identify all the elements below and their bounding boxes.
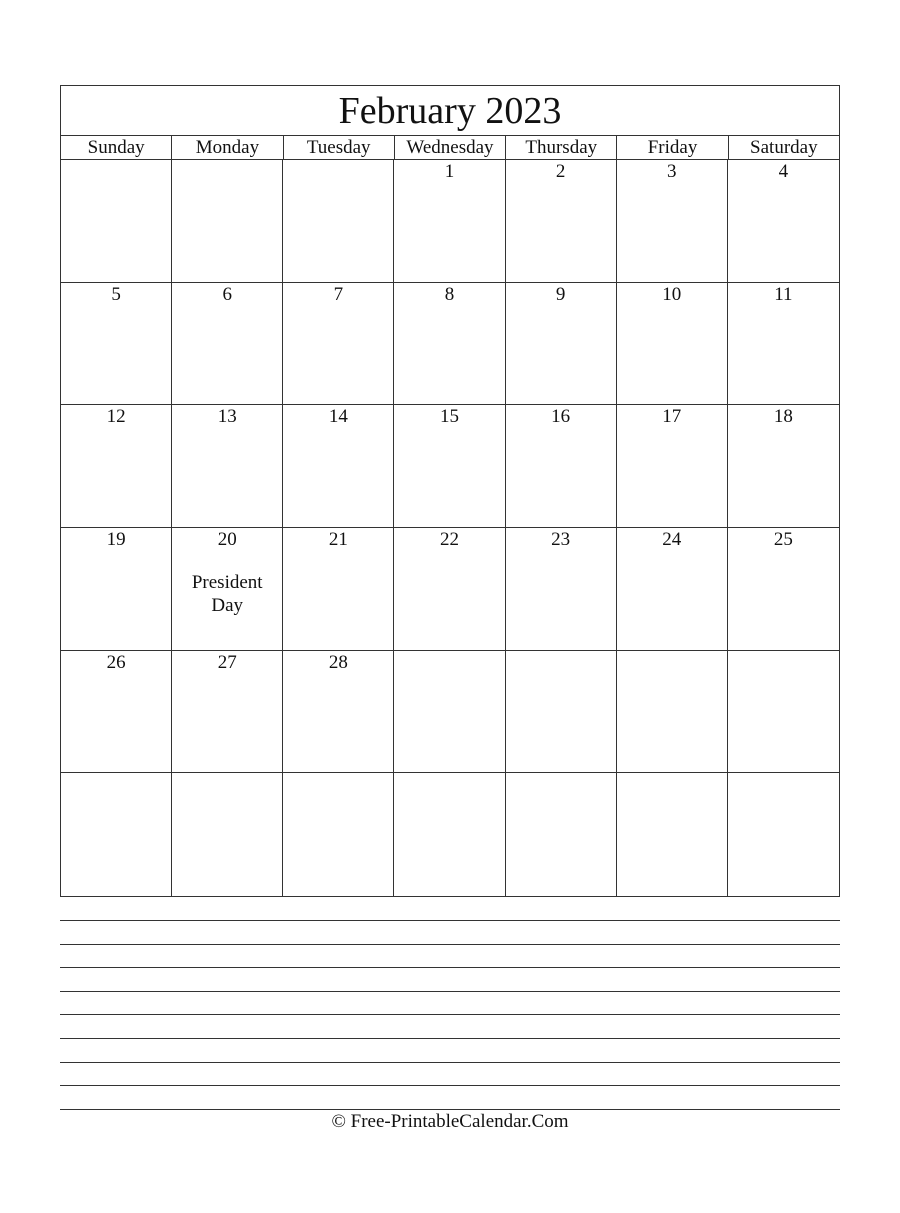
- day-cell: [728, 160, 839, 283]
- day-cell: [172, 405, 283, 528]
- day-cell: [617, 160, 728, 283]
- day-number: 23: [551, 528, 571, 550]
- day-cell: [728, 651, 839, 774]
- footer-copyright: © Free-PrintableCalendar.Com: [331, 1111, 569, 1132]
- holiday-label: [172, 571, 282, 617]
- day-cell: [61, 528, 172, 651]
- day-cell: [394, 283, 505, 406]
- day-number: 24: [662, 528, 682, 550]
- day-cell: [283, 773, 394, 896]
- day-number: 1: [444, 161, 455, 182]
- day-cell: [728, 773, 839, 896]
- day-number: 5: [111, 283, 121, 305]
- day-number: 6: [222, 283, 232, 305]
- day-cell: [617, 528, 728, 651]
- day-cell: [61, 283, 172, 406]
- note-line: [60, 1109, 840, 1110]
- day-cell: [728, 283, 839, 406]
- day-cell: [506, 651, 617, 774]
- day-cell: [61, 160, 172, 283]
- day-number: 4: [778, 161, 789, 182]
- day-number: 25: [773, 528, 793, 550]
- day-cell: [506, 405, 617, 528]
- day-number: 15: [439, 406, 459, 428]
- note-line: [60, 967, 840, 968]
- day-number: 22: [439, 528, 459, 550]
- day-number: 2: [555, 161, 566, 182]
- note-line: [60, 920, 840, 921]
- holiday-label-line: Day: [211, 594, 244, 616]
- day-number: 3: [667, 161, 677, 182]
- calendar-title: February 2023: [61, 86, 839, 136]
- day-cell: [617, 773, 728, 896]
- day-cell: [617, 283, 728, 406]
- note-line: [60, 1062, 840, 1063]
- calendar: [60, 85, 840, 897]
- day-number: 16: [551, 406, 571, 428]
- weekday-tuesday: Tuesday: [284, 136, 395, 159]
- day-cell: [728, 405, 839, 528]
- day-number: 27: [217, 651, 237, 673]
- day-number: 17: [662, 406, 682, 428]
- day-number: 18: [773, 406, 793, 428]
- note-line: [60, 1014, 840, 1015]
- note-line: [60, 1085, 840, 1086]
- day-cell: [394, 160, 505, 283]
- day-cell: [61, 405, 172, 528]
- day-cell: [172, 283, 283, 406]
- weekday-saturday: Saturday: [750, 137, 818, 158]
- day-cell: [283, 283, 394, 406]
- day-cell: [506, 283, 617, 406]
- day-cell: [283, 160, 394, 283]
- day-number: 12: [106, 406, 126, 428]
- day-cell: [283, 528, 394, 651]
- weekday-thursday: Thursday: [506, 136, 617, 159]
- day-cell: [506, 528, 617, 651]
- weekday-monday: Monday: [172, 136, 283, 159]
- day-cell: [283, 651, 394, 774]
- holiday-label-line: President: [191, 571, 263, 593]
- day-cell: [172, 528, 283, 651]
- day-cell: [394, 405, 505, 528]
- weekday-friday: Friday: [617, 136, 728, 159]
- note-line: [60, 944, 840, 945]
- day-number: 21: [328, 528, 348, 550]
- day-cell: [617, 405, 728, 528]
- day-cell: [61, 773, 172, 896]
- day-cell: [61, 651, 172, 774]
- day-number: 14: [328, 406, 348, 428]
- day-number: 26: [106, 651, 126, 673]
- weekday-wednesday: Wednesday: [395, 136, 506, 159]
- note-line: [60, 991, 840, 992]
- day-cell: [506, 160, 617, 283]
- day-number: 13: [217, 406, 237, 428]
- day-number: 11: [774, 283, 793, 305]
- day-number: 19: [106, 528, 126, 550]
- weekday-header-row: [61, 136, 839, 160]
- day-number: 10: [662, 283, 682, 305]
- day-cell: [617, 651, 728, 774]
- day-number: 7: [333, 283, 344, 305]
- day-number: 28: [328, 651, 348, 673]
- note-line: [60, 1038, 840, 1039]
- day-number: 9: [555, 283, 566, 305]
- day-cell: [728, 528, 839, 651]
- day-number: 20: [217, 528, 237, 550]
- day-cell: [394, 651, 505, 774]
- day-cell: [394, 528, 505, 651]
- day-cell: [172, 773, 283, 896]
- day-cell: [506, 773, 617, 896]
- day-grid: [61, 160, 839, 896]
- day-cell: [394, 773, 505, 896]
- day-cell: [283, 405, 394, 528]
- day-cell: [172, 651, 283, 774]
- day-number: 8: [444, 283, 455, 305]
- day-cell: [172, 160, 283, 283]
- weekday-sunday: Sunday: [61, 136, 172, 159]
